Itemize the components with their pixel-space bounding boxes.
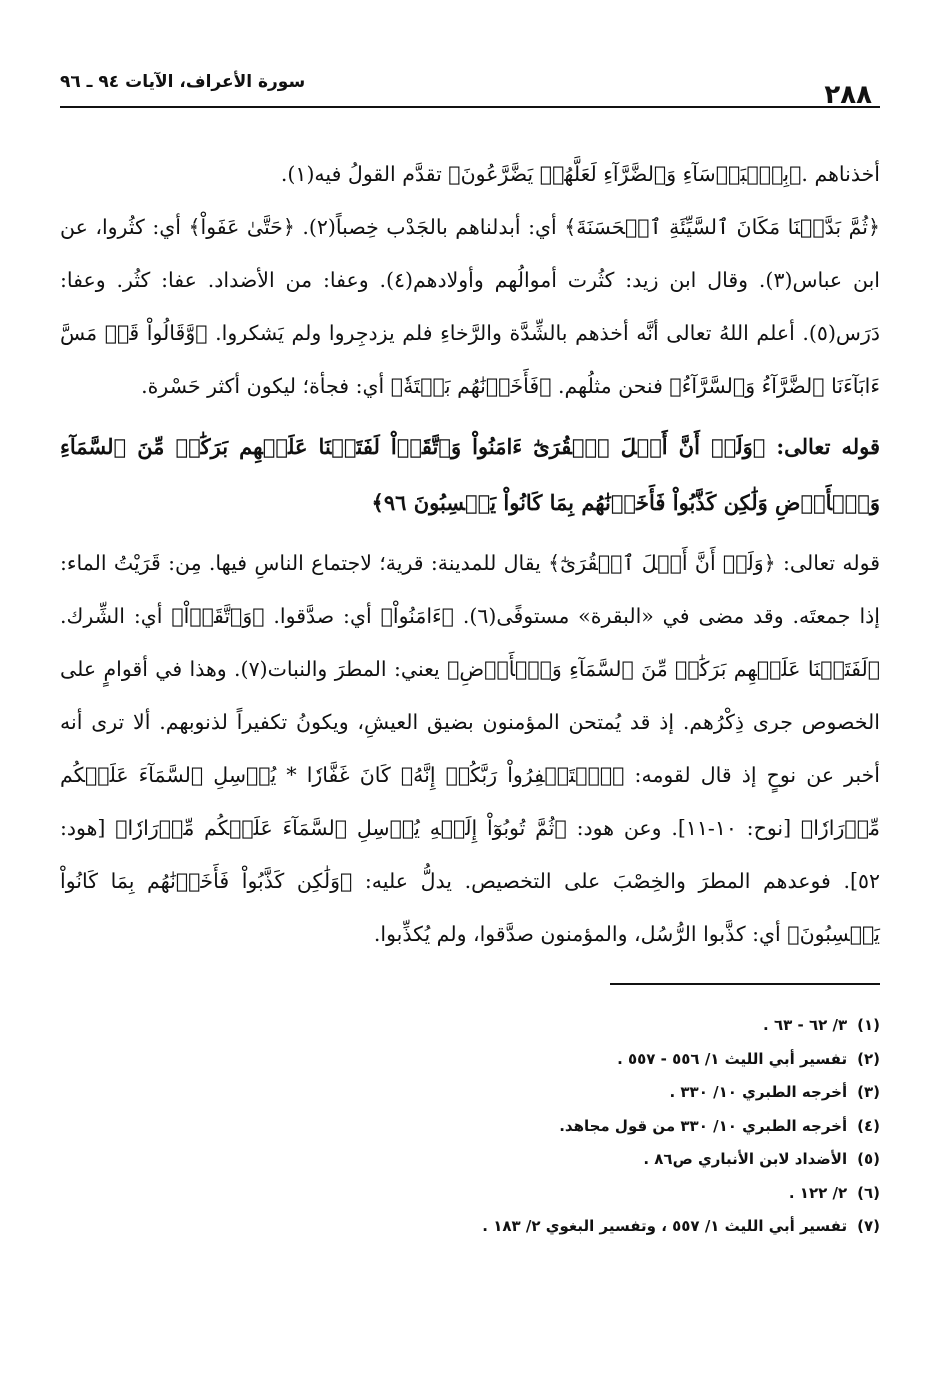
- footnote-number: (٧): [857, 1217, 880, 1235]
- paragraph: قوله تعالى: ﴿وَلَوۡ أَنَّ أَهۡلَ ٱلۡقُرَىٰٓ﴾ يقال للمدينة: قرية؛ لاجتماع الناسِ فيها. مِن: قَرَيْتُ الماء: إذا جمعتَه. وقد مضى في «البقرة» مستوفًى(٦). ﴿ءَامَنُواْ﴾ أي: صدَّقوا. ﴿وَٱتَّقَوۡاْ﴾ أي: الشِّرك. ﴿لَفَتَحۡنَا عَلَيۡهِم بَرَكَٰتٖ مِّنَ ٱلسَّمَآءِ وَٱلۡأَرۡضِ﴾ يعني: المطرَ والنبات(٧). وهذا في أقوامٍ على الخصوص جرى ذِكْرُهم. إذ قد يُمتحن المؤمنون بضيق العيشِ، ويكونُ تكفيراً لذنوبهم. ألا ترى أنه أخبر عن نوحٍ إذ قال لقومه: ﴿ٱسۡتَغۡفِرُواْ رَبَّكُمۡ إِنَّهُۥ كَانَ غَفَّارٗا * يُرۡسِلِ ٱلسَّمَآءَ عَلَيۡكُم مِّدۡرَارٗا﴾ [نوح: ١٠-١١]. وعن هود: ﴿ثُمَّ تُوبُوٓاْ إِلَيۡهِ يُرۡسِلِ ٱلسَّمَآءَ عَلَيۡكُم مِّدۡرَارٗا﴾ [هود: ٥٢]. فوعدهم المطرَ والخِصْبَ على التخصيص. يدلُّ عليه: ﴿وَلَٰكِن كَذَّبُواْ فَأَخَذۡنَٰهُم بِمَا كَانُواْ يَكۡسِبُونَ﴾ أي: كذَّبوا الرُّسُل، والمؤمنون صدَّقوا، ولم يُكذِّبوا.: [60, 551, 880, 946]
- footnote-text: تفسير أبي الليث ١/ ٥٥٦ - ٥٥٧ .: [617, 1049, 848, 1068]
- footnote-text: الأضداد لابن الأنباري ص٨٦ .: [643, 1150, 848, 1168]
- footnote-number: (٥): [857, 1150, 880, 1168]
- footnote: [60, 1210, 880, 1244]
- footnote-number: (٢): [857, 1049, 880, 1068]
- footnote: [60, 1110, 880, 1144]
- footnote: [60, 1043, 880, 1077]
- footnote-text: ٣/ ٦٢ - ٦٣ .: [763, 1016, 848, 1034]
- footnote-text: تفسير أبي الليث ١/ ٥٥٧ ، وتفسير البغوي ٢/ ١٨٣ .: [482, 1217, 848, 1235]
- running-head: [60, 60, 880, 108]
- page-number: ٢٨٨: [824, 80, 872, 110]
- running-title: سورة الأعراف، الآيات ٩٤ ـ ٩٦: [60, 72, 306, 92]
- footnote: [60, 1177, 880, 1211]
- footnotes: [60, 1009, 880, 1244]
- verse-heading: قوله تعالى: ﴿وَلَوۡ أَنَّ أَهۡلَ ٱلۡقُرَىٰٓ ءَامَنُواْ وَٱتَّقَوۡاْ لَفَتَحۡنَا عَلَيۡهِم بَرَكَٰتٖ مِّنَ ٱلسَّمَآءِ وَٱلۡأَرۡضِ وَلَٰكِن كَذَّبُواْ فَأَخَذۡنَٰهُم بِمَا كَانُواْ يَكۡسِبُونَ ٩٦﴾: [60, 434, 880, 515]
- paragraph: أخذناهم .﴿بِٱلۡبَأۡسَآءِ وَٱلضَّرَّآءِ لَعَلَّهُمۡ يَضَّرَّعُونَ﴾ تقدَّم القولُ فيه(١).: [280, 162, 880, 186]
- footnote-text: أخرجه الطبري ١٠/ ٣٣٠ .: [669, 1083, 848, 1101]
- footnote-number: (٣): [857, 1083, 880, 1101]
- main-text: [60, 148, 880, 961]
- footnote: [60, 1143, 880, 1177]
- footnote-number: (١): [857, 1016, 880, 1034]
- footnote-text: أخرجه الطبري ١٠/ ٣٣٠ من قول مجاهد.: [559, 1116, 848, 1135]
- footnote: [60, 1009, 880, 1043]
- paragraph: ﴿ثُمَّ بَدَّلۡنَا مَكَانَ ٱلسَّيِّئَةِ ٱلۡحَسَنَةَ﴾ أي: أبدلناهم بالجَدْب خِصباً(٢). ﴿حَتَّىٰ عَفَواْ﴾ أي: كثُروا، عن ابن عباس(٣). وقال ابن زيد: كثُرت أموالُهم وأولادهم(٤). وعفا: من الأضداد. عفا: كثُر. وعفا: دَرَس(٥). أعلم اللهُ تعالى أنَّه أخذهم بالشِّدَّة والرَّخاءِ فلم يزدجِروا ولم يَشكروا. ﴿وَّقَالُواْ قَدۡ مَسَّ ءَابَآءَنَا ٱلضَّرَّآءُ وَٱلسَّرَّآءُ﴾ فنحن مثلُهم. ﴿فَأَخَذۡنَٰهُم بَغۡتَةٗ﴾ أي: فجأة؛ ليكون أكثر حَسْرة.: [60, 215, 881, 398]
- footnote-number: (٤): [857, 1116, 880, 1135]
- footnote-text: ٢/ ١٢٢ .: [788, 1183, 848, 1202]
- footnote-separator: [610, 983, 880, 985]
- footnote: [60, 1076, 880, 1110]
- footnote-number: (٦): [857, 1183, 880, 1202]
- book-page: [60, 60, 880, 1360]
